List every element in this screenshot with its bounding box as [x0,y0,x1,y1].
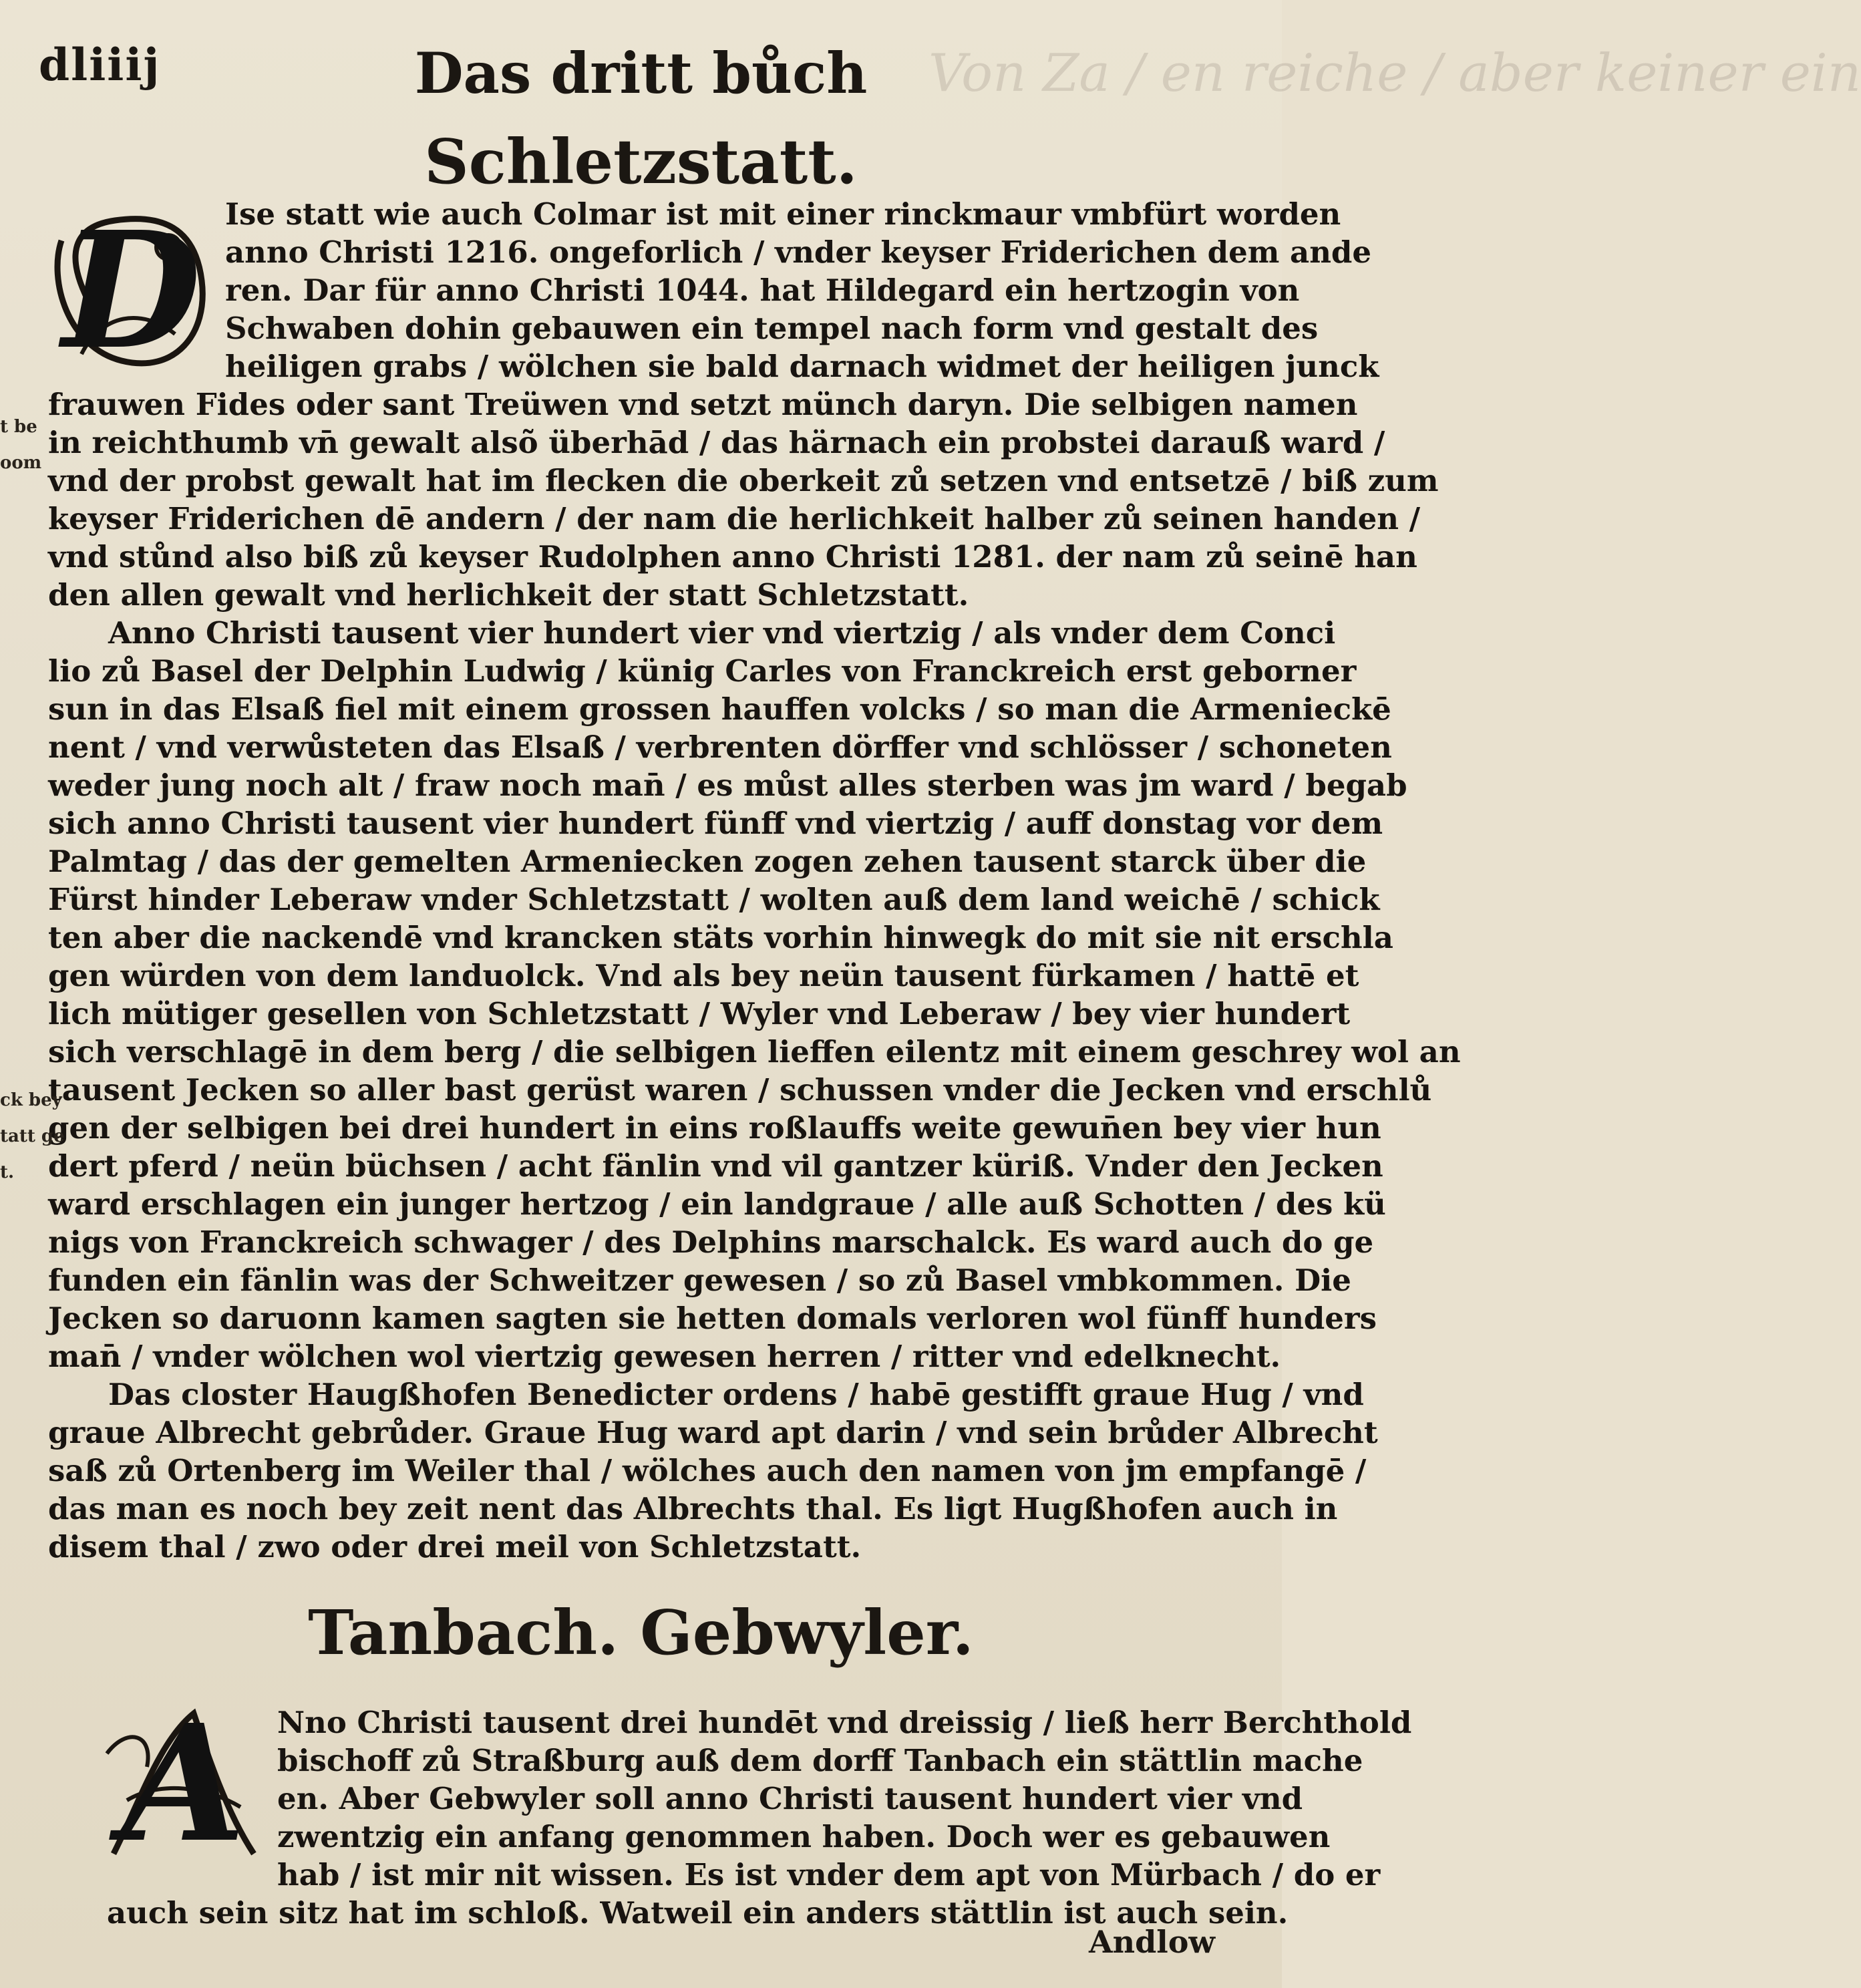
text-line: heiligen grabs / wölchen sie bald darnach widmet der heiligen junck [225,349,1379,384]
section-heading-tanbach: Tanbach. Gebwyler. [308,1597,974,1669]
text-line: en. Aber Gebwyler soll anno Christi tausent hundert vier vnd [277,1781,1303,1816]
catchword: Andlow [1088,1924,1215,1960]
text-line: graue Albrecht gebrůder. Graue Hug ward apt darin / vnd sein brůder Albrecht [48,1415,1378,1450]
text-line: Jecken so daruonn kamen sagten sie hetten domals verloren wol fünff hunders [48,1301,1377,1336]
text-line: anno Christi 1216. ongeforlich / vnder keyser Friderichen dem ande [225,234,1372,270]
text-line: hab / ist mir nit wissen. Es ist vnder dem apt von Mürbach / do er [277,1857,1381,1892]
text-line: Palmtag / das der gemelten Armeniecken zogen zehen tausent starck über die [48,844,1367,879]
text-line: weder jung noch alt / fraw noch man̄ / es můst alles sterben was jm ward / begab [48,768,1407,803]
margin-note: tatt ge [0,1126,65,1146]
section-text-tanbach [107,1703,1412,1932]
text-line: Schwaben dohin gebauwen ein tempel nach form vnd gestalt des [225,311,1319,346]
margin-note: ck bey [0,1090,62,1110]
text-line: auch sein sitz hat im schloß. Watweil ein anders stättlin ist auch sein. [107,1895,1289,1931]
text-line: Anno Christi tausent vier hundert vier vnd viertzig / als vnder dem Conci [108,615,1336,651]
text-line: Ise statt wie auch Colmar ist mit einer rinckmaur vmbfürt worden [225,196,1341,232]
text-line: lich mütiger gesellen von Schletzstatt / Wyler vnd Leberaw / bey vier hundert [48,996,1351,1031]
text-line: das man es noch bey zeit nent das Albrechts thal. Es ligt Hugßhofen auch in [48,1491,1338,1526]
text-line: man̄ / vnder wölchen wol viertzig gewesen herren / ritter vnd edelknecht. [48,1339,1281,1374]
text-line: keyser Friderichen dē andern / der nam die herlichkeit halber zů seinen handen / [48,501,1421,536]
text-line: zwentzig ein anfang genommen haben. Doch wer es gebauwen [277,1819,1331,1854]
text-line: ren. Dar für anno Christi 1044. hat Hildegard ein hertzogin von [225,273,1300,308]
text-line: funden ein fänlin was der Schweitzer gewesen / so zů Basel vmbkommen. Die [48,1263,1351,1298]
text-line: gen der selbigen bei drei hundert in eins roßlauffs weite gewun̄en bey vier hun [48,1110,1381,1146]
text-line: Fürst hinder Leberaw vnder Schletzstatt / wolten auß dem land weichē / schick [48,882,1380,917]
section-heading-schletzstatt: Schletzstatt. [424,126,858,198]
margin-note: oom [0,453,42,473]
text-line: Nno Christi tausent drei hundēt vnd dreissig / ließ herr Berchthold [277,1705,1412,1740]
text-line: ward erschlagen ein junger hertzog / ein landgraue / alle auß Schotten / des kü [48,1186,1386,1222]
running-head: Das dritt bůch [414,40,868,106]
text-line: disem thal / zwo oder drei meil von Schletzstatt. [48,1529,862,1564]
text-line: lio zů Basel der Delphin Ludwig / künig Carles von Franckreich erst geborner [48,653,1357,689]
margin-notes-upper [0,409,53,481]
text-line: sich anno Christi tausent vier hundert fünff vnd viertzig / auff donstag vor dem [48,806,1383,841]
text-line: tausent Jecken so aller bast gerüst waren / schussen vnder die Jecken vnd erschlů [48,1072,1432,1108]
text-line: nent / vnd verwůsteten das Elsaß / verbrenten dörffer vnd schlösser / schoneten [48,729,1392,765]
text-line: den allen gewalt vnd herlichkeit der statt Schletzstatt. [48,577,969,613]
drop-cap-letter: A [121,1689,246,1878]
text-line: Das closter Haugßhofen Benedicter ordens / habē gestifft graue Hug / vnd [108,1377,1364,1412]
section-text-schletzstatt [48,195,1461,1566]
text-line: gen würden von dem landuolck. Vnd als bey neün tausent fürkamen / hattē et [48,958,1359,993]
drop-cap-letter: D [61,196,202,385]
text-line: frauwen Fides oder sant Treüwen vnd setzt münch daryn. Die selbigen namen [48,387,1358,422]
text-line: in reichthumb vn̄ gewalt alsõ überhād / das härnach ein probstei darauß ward / [48,425,1385,460]
text-line: nigs von Franckreich schwager / des Delphins marschalck. Es ward auch do ge [48,1224,1374,1260]
folio-number: dliiij [39,39,161,91]
text-line: vnd stůnd also biß zů keyser Rudolphen anno Christi 1281. der nam zů seinē han [48,539,1417,574]
bleed-through-text: Von Za / en reiche / aber keiner ein [928,43,1861,104]
text-line: sich verschlagē in dem berg / die selbigen lieffen eilentz mit einem geschrey wol an [48,1034,1461,1069]
text-line: sun in das Elsaß fiel mit einem grossen hauffen volcks / so man die Armenieckē [48,691,1391,727]
text-line: saß zů Ortenberg im Weiler thal / wölches auch den namen von jm empfangē / [48,1453,1367,1488]
margin-notes-lower [0,1082,65,1190]
text-line: bischoff zů Straßburg auß dem dorff Tanbach ein stättlin mache [277,1743,1363,1778]
text-line: ten aber die nackendē vnd krancken stäts vorhin hinwegk do mit sie nit erschla [48,920,1393,955]
text-line: dert pferd / neün büchsen / acht fänlin vnd vil gantzer küriß. Vnder den Jecken [48,1148,1383,1184]
margin-note: t. [0,1162,15,1182]
margin-note: t be [0,417,37,437]
text-line: vnd der probst gewalt hat im flecken die oberkeit zů setzen vnd entsetzē / biß zum [48,463,1439,498]
